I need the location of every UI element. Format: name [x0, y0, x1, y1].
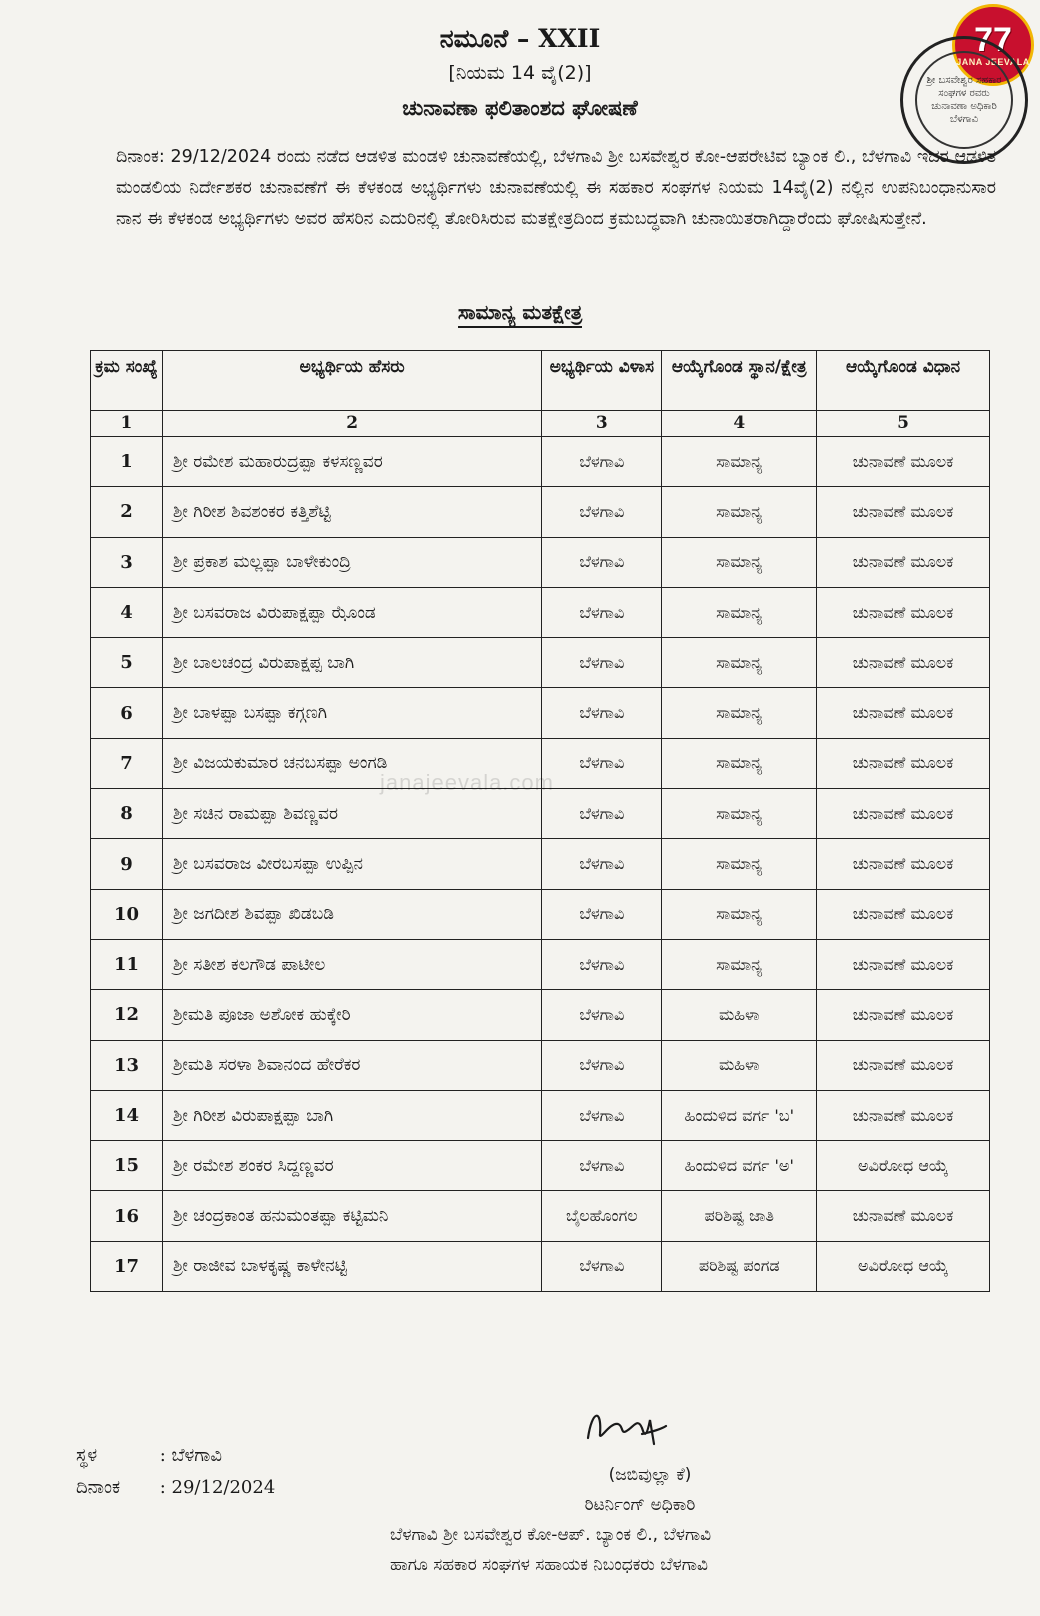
candidate-name-cell: ಶ್ರೀ ರಾಜೀವ ಬಾಳಕೃಷ್ಣ ಕಾಳೇನಟ್ಟಿ: [162, 1241, 541, 1291]
table-row: [91, 1191, 990, 1241]
serial-cell: 11: [91, 939, 163, 989]
method-cell: ಚುನಾವಣೆ ಮೂಲಕ: [817, 738, 990, 788]
table-row: [91, 839, 990, 889]
place-line: [76, 1440, 275, 1472]
candidate-name-cell: ಶ್ರೀ ಸತೀಶ ಕಲಗೌಡ ಪಾಟೀಲ: [162, 939, 541, 989]
constituency-cell: ಸಾಮಾನ್ಯ: [662, 437, 817, 487]
constituency-cell: ಸಾಮಾನ್ಯ: [662, 839, 817, 889]
address-cell: ಬೆಳಗಾವಿ: [542, 638, 662, 688]
officer-title: ರಿಟರ್ನಿಂಗ್ ಅಧಿಕಾರಿ: [584, 1495, 696, 1515]
place-value: : ಬೆಳಗಾವಿ: [159, 1445, 223, 1466]
table-row: [91, 990, 990, 1040]
serial-cell: 6: [91, 688, 163, 738]
method-cell: ಚುನಾವಣೆ ಮೂಲಕ: [817, 1191, 990, 1241]
table-row: [91, 1090, 990, 1140]
address-cell: ಬೆಳಗಾವಿ: [542, 939, 662, 989]
candidate-name-cell: ಶ್ರೀ ಗಿರೀಶ ವಿರುಪಾಕ್ಷಪ್ಪಾ ಬಾಗಿ: [162, 1090, 541, 1140]
constituency-cell: ಸಾಮಾನ್ಯ: [662, 688, 817, 738]
section-title: [0, 300, 1040, 324]
table-row: [91, 939, 990, 989]
serial-cell: 7: [91, 738, 163, 788]
date-label: ದಿನಾಂಕ: [76, 1477, 121, 1498]
logo-number: 77: [974, 21, 1012, 59]
serial-cell: 5: [91, 638, 163, 688]
column-number-row: [91, 411, 990, 437]
constituency-cell: ಸಾಮಾನ್ಯ: [662, 789, 817, 839]
date-value: : 29/12/2024: [159, 1477, 276, 1498]
date-line: [76, 1472, 275, 1504]
method-cell: ಚುನಾವಣೆ ಮೂಲಕ: [817, 487, 990, 537]
table-row: [91, 638, 990, 688]
method-cell: ಚುನಾವಣೆ ಮೂಲಕ: [817, 1090, 990, 1140]
method-cell: ಅವಿರೋಧ ಆಯ್ಕೆ: [817, 1141, 990, 1191]
candidate-name-cell: ಶ್ರೀ ಗಿರೀಶ ಶಿವಶಂಕರ ಕತ್ತಿಶೆಟ್ಟಿ: [162, 487, 541, 537]
address-cell: ಬೆಳಗಾವಿ: [542, 889, 662, 939]
serial-cell: 9: [91, 839, 163, 889]
constituency-cell: ಸಾಮಾನ್ಯ: [662, 889, 817, 939]
header-method: ಆಯ್ಕೆಗೊಂಡ ವಿಧಾನ: [817, 351, 990, 411]
rule-number: [ನಿಯಮ 14 ವೈ(2)]: [448, 62, 592, 84]
serial-cell: 13: [91, 1040, 163, 1090]
method-cell: ಚುನಾವಣೆ ಮೂಲಕ: [817, 437, 990, 487]
constituency-cell: ಹಿಂದುಳಿದ ವರ್ಗ 'ಬ': [662, 1090, 817, 1140]
table-row: [91, 688, 990, 738]
watermark: janajeevala.com: [380, 770, 554, 795]
address-cell: ಬೆಳಗಾವಿ: [542, 437, 662, 487]
method-cell: ಅವಿರೋಧ ಆಯ್ಕೆ: [817, 1241, 990, 1291]
candidate-name-cell: ಶ್ರೀ ಬಾಳಪ್ಪಾ ಬಸಪ್ಪಾ ಕಗ್ಗಣಗಿ: [162, 688, 541, 738]
table-row: [91, 537, 990, 587]
serial-cell: 4: [91, 587, 163, 637]
serial-cell: 14: [91, 1090, 163, 1140]
address-cell: ಬೆಳಗಾವಿ: [542, 1090, 662, 1140]
candidate-name-cell: ಶ್ರೀ ಬಸವರಾಜ ವಿರುಪಾಕ್ಷಪ್ಪಾ ಝೊಂಡ: [162, 587, 541, 637]
candidate-name-cell: ಶ್ರೀ ವಿಜಯಕುಮಾರ ಚನಬಸಪ್ಪಾ ಅಂಗಡಿ: [162, 738, 541, 788]
officer-bank: ಬೆಳಗಾವಿ ಶ್ರೀ ಬಸವೇಶ್ವರ ಕೋ-ಆಪ್. ಬ್ಯಾಂಕ ಲಿ., ಬೆಳಗಾವಿ: [390, 1525, 712, 1545]
document-heading: ಚುನಾವಣಾ ಫಲಿತಾಂಶದ ಘೋಷಣೆ: [402, 96, 638, 120]
candidate-name-cell: ಶ್ರೀ ಬಾಲಚಂದ್ರ ವಿರುಪಾಕ್ಷಪ್ಪ ಬಾಗಿ: [162, 638, 541, 688]
address-cell: ಬೆಳಗಾವಿ: [542, 1241, 662, 1291]
table-row: [91, 1241, 990, 1291]
officer-block: [380, 1460, 900, 1580]
constituency-cell: ಸಾಮಾನ್ಯ: [662, 738, 817, 788]
serial-cell: 10: [91, 889, 163, 939]
declaration-paragraph: ದಿನಾಂಕ: 29/12/2024 ರಂದು ನಡೆದ ಆಡಳಿತ ಮಂಡಳಿ ಚುನಾವಣೆಯಲ್ಲಿ, ಬೆಳಗಾವಿ ಶ್ರೀ ಬಸವೇಶ್ವರ ಕೋ-ಆಪರೇಟಿವ ಬ್ಯಾಂಕ ಲಿ., ಬೆಳಗಾವಿ ಇದರ ಆಡಳಿತ ಮಂಡಲಿಯ ನಿರ್ದೇಶಕರ ಚುನಾವಣೆಗೆ ಈ ಕೆಳಕಂಡ ಅಭ್ಯರ್ಥಿಗಳು ಚುನಾವಣೆಯಲ್ಲಿ ಈ ಸಹಕಾರ ಸಂಘಗಳ ನಿಯಮ 14ವೈ(2) ನಲ್ಲಿನ ಉಪನಿಬಂಧಾನುಸಾರ ನಾನ ಈ ಕೆಳಕಂಡ ಅಭ್ಯರ್ಥಿಗಳು ಅವರ ಹೆಸರಿನ ಎದುರಿನಲ್ಲಿ ತೋರಿಸಿರುವ ಮತಕ್ಷೇತ್ರದಿಂದ ಕ್ರಮಬದ್ಧವಾಗಿ ಚುನಾಯಿತರಾಗಿದ್ದಾರೆಂದು ಘೋಷಿಸುತ್ತೇನೆ.: [116, 147, 996, 229]
header-name: ಅಭ್ಯರ್ಥಿಯ ಹೆಸರು: [162, 351, 541, 411]
candidate-name-cell: ಶ್ರೀ ರಮೇಶ ಮಹಾರುದ್ರಪ್ಪಾ ಕಳಸಣ್ಣವರ: [162, 437, 541, 487]
method-cell: ಚುನಾವಣೆ ಮೂಲಕ: [817, 587, 990, 637]
method-cell: ಚುನಾವಣೆ ಮೂಲಕ: [817, 638, 990, 688]
results-body: [91, 437, 990, 1292]
seal-text: ಶ್ರೀ ಬಸವೇಶ್ವರ ಸಹಕಾರ ಸಂಘಗಳ ರವರು ಚುನಾವಣಾ ಅಧಿಕಾರಿ ಬೆಳಗಾವಿ: [915, 51, 1013, 149]
column-number: 3: [542, 411, 662, 437]
method-cell: ಚುನಾವಣೆ ಮೂಲಕ: [817, 789, 990, 839]
section-title-text: ಸಾಮಾನ್ಯ ಮತಕ್ಷೇತ್ರ: [458, 300, 582, 328]
constituency-cell: ಮಹಿಳಾ: [662, 1040, 817, 1090]
table-row: [91, 587, 990, 637]
logo-brand: JANA JEEVALA: [956, 57, 1030, 67]
header-address: ಅಭ್ಯರ್ಥಿಯ ವಿಳಾಸ: [542, 351, 662, 411]
officer-name: (ಜಬಿವುಲ್ಲಾ ಕೆ): [608, 1465, 692, 1485]
column-number: 2: [162, 411, 541, 437]
serial-cell: 12: [91, 990, 163, 1040]
constituency-cell: ಸಾಮಾನ್ಯ: [662, 587, 817, 637]
address-cell: ಬೆಳಗಾವಿ: [542, 688, 662, 738]
address-cell: ಬೆಳಗಾವಿ: [542, 487, 662, 537]
address-cell: ಬೆಳಗಾವಿ: [542, 738, 662, 788]
serial-cell: 16: [91, 1191, 163, 1241]
table-header-row: [91, 351, 990, 411]
serial-cell: 3: [91, 537, 163, 587]
constituency-cell: ಸಾಮಾನ್ಯ: [662, 537, 817, 587]
candidate-name-cell: ಶ್ರೀಮತಿ ಸರಳಾ ಶಿವಾನಂದ ಹೇರೆಕರ: [162, 1040, 541, 1090]
serial-cell: 15: [91, 1141, 163, 1191]
candidate-name-cell: ಶ್ರೀ ಜಗದೀಶ ಶಿವಪ್ಪಾ ಖಿಡಬಡಿ: [162, 889, 541, 939]
candidate-name-cell: ಶ್ರೀ ಬಸವರಾಜ ವೀರಬಸಪ್ಪಾ ಉಪ್ಪಿನ: [162, 839, 541, 889]
address-cell: ಬೆಳಗಾವಿ: [542, 1040, 662, 1090]
address-cell: ಬೆಳಗಾವಿ: [542, 587, 662, 637]
address-cell: ಬೆಳಗಾವಿ: [542, 990, 662, 1040]
address-cell: ಬೆಳಗಾವಿ: [542, 789, 662, 839]
column-number: 1: [91, 411, 163, 437]
constituency-cell: ಮಹಿಳಾ: [662, 990, 817, 1040]
header-constituency: ಆಯ್ಕೆಗೊಂಡ ಸ್ಥಾನ/ಕ್ಷೇತ್ರ: [662, 351, 817, 411]
candidate-name-cell: ಶ್ರೀ ರಮೇಶ ಶಂಕರ ಸಿದ್ದಣ್ಣವರ: [162, 1141, 541, 1191]
constituency-cell: ಸಾಮಾನ್ಯ: [662, 939, 817, 989]
constituency-cell: ಪರಿಶಿಷ್ಟ ಪಂಗಡ: [662, 1241, 817, 1291]
method-cell: ಚುನಾವಣೆ ಮೂಲಕ: [817, 990, 990, 1040]
candidate-name-cell: ಶ್ರೀ ಸಚಿನ ರಾಮಪ್ಪಾ ಶಿವಣ್ಣವರ: [162, 789, 541, 839]
address-cell: ಬೆಳಗಾವಿ: [542, 537, 662, 587]
column-number: 4: [662, 411, 817, 437]
form-number: ನಮೂನೆ – XXII: [439, 24, 601, 53]
serial-cell: 8: [91, 789, 163, 839]
place-label: ಸ್ಥಳ: [76, 1445, 98, 1466]
serial-cell: 1: [91, 437, 163, 487]
method-cell: ಚುನಾವಣೆ ಮೂಲಕ: [817, 889, 990, 939]
method-cell: ಚುನಾವಣೆ ಮೂಲಕ: [817, 839, 990, 889]
address-cell: ಬೆಳಗಾವಿ: [542, 1141, 662, 1191]
officer-registrar: ಹಾಗೂ ಸಹಕಾರ ಸಂಘಗಳ ಸಹಾಯಕ ನಿಬಂಧಕರು ಬೆಳಗಾವಿ: [390, 1555, 708, 1575]
address-cell: ಬೈಲಹೊಂಗಲ: [542, 1191, 662, 1241]
method-cell: ಚುನಾವಣೆ ಮೂಲಕ: [817, 939, 990, 989]
table-row: [91, 889, 990, 939]
constituency-cell: ಹಿಂದುಳಿದ ವರ್ಗ 'ಅ': [662, 1141, 817, 1191]
place-date-block: [76, 1440, 275, 1504]
constituency-cell: ಪರಿಶಿಷ್ಟ ಜಾತಿ: [662, 1191, 817, 1241]
column-number: 5: [817, 411, 990, 437]
candidate-name-cell: ಶ್ರೀ ಚಂದ್ರಕಾಂತ ಹನುಮಂತಪ್ಪಾ ಕಟ್ಟಿಮನಿ: [162, 1191, 541, 1241]
serial-cell: 2: [91, 487, 163, 537]
table-row: [91, 1141, 990, 1191]
method-cell: ಚುನಾವಣೆ ಮೂಲಕ: [817, 688, 990, 738]
table-row: [91, 487, 990, 537]
results-table: [90, 350, 990, 1292]
address-cell: ಬೆಳಗಾವಿ: [542, 839, 662, 889]
serial-cell: 17: [91, 1241, 163, 1291]
constituency-cell: ಸಾಮಾನ್ಯ: [662, 487, 817, 537]
method-cell: ಚುನಾವಣೆ ಮೂಲಕ: [817, 1040, 990, 1090]
constituency-cell: ಸಾಮಾನ್ಯ: [662, 638, 817, 688]
table-row: [91, 789, 990, 839]
header-serial: ಕ್ರಮ ಸಂಖ್ಯೆ: [91, 351, 163, 411]
table-row: [91, 1040, 990, 1090]
signature-mark: [580, 1400, 670, 1450]
method-cell: ಚುನಾವಣೆ ಮೂಲಕ: [817, 537, 990, 587]
candidate-name-cell: ಶ್ರೀ ಪ್ರಕಾಶ ಮಲ್ಲಪ್ಪಾ ಬಾಳೇಕುಂದ್ರಿ: [162, 537, 541, 587]
candidate-name-cell: ಶ್ರೀಮತಿ ಪೂಜಾ ಅಶೋಕ ಹುಕ್ಕೇರಿ: [162, 990, 541, 1040]
table-row: [91, 437, 990, 487]
